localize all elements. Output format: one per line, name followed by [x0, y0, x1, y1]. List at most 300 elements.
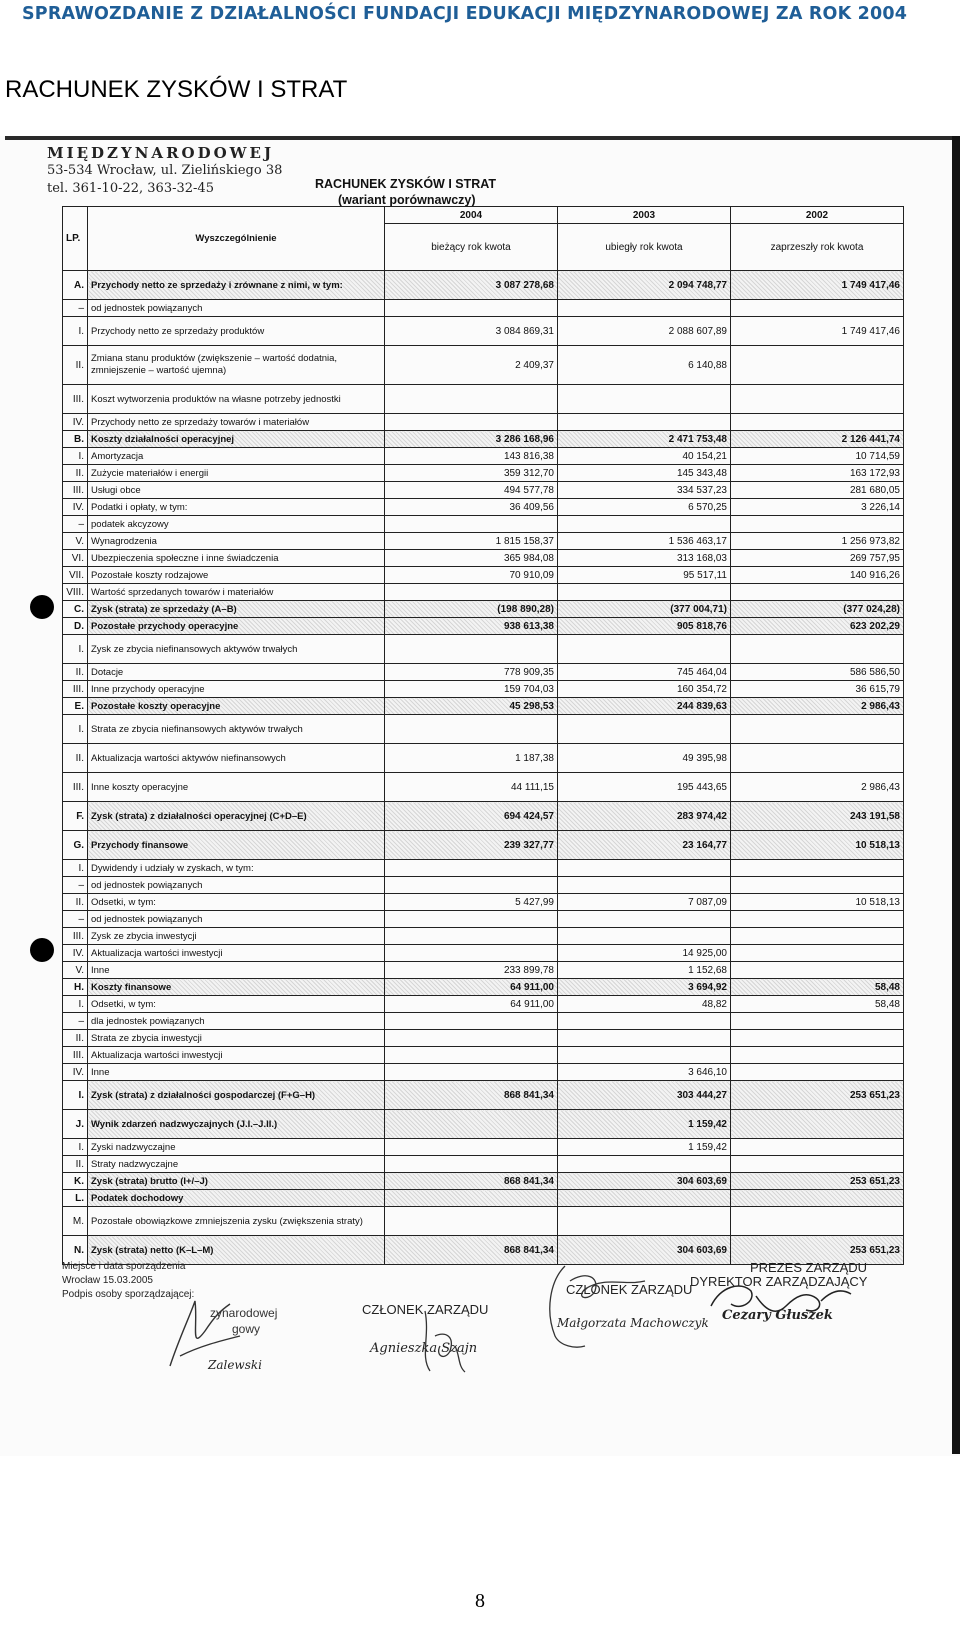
table-row [63, 1190, 904, 1207]
row-description: podatek akcyzowy [88, 516, 385, 533]
row-description: Inne [88, 1064, 385, 1081]
row-value-2004 [385, 877, 558, 894]
board-member-1-name: Agnieszka Szajn [370, 1341, 478, 1356]
row-value-2003: 303 444,27 [558, 1081, 731, 1110]
row-value-2002 [731, 911, 904, 928]
row-value-2003: 304 603,69 [558, 1173, 731, 1190]
row-lp: N. [63, 1236, 88, 1265]
row-value-2002: 269 757,95 [731, 550, 904, 567]
preparer-name: Zalewski [208, 1358, 262, 1372]
row-value-2003: 160 354,72 [558, 681, 731, 698]
row-lp: G. [63, 831, 88, 860]
row-lp: IV. [63, 945, 88, 962]
table-row [63, 635, 904, 664]
row-value-2004: 159 704,03 [385, 681, 558, 698]
row-lp: IV. [63, 1064, 88, 1081]
scanned-statement [0, 136, 960, 1456]
row-value-2002 [731, 1156, 904, 1173]
row-lp: I. [63, 996, 88, 1013]
president-signature [706, 1276, 856, 1326]
row-value-2004 [385, 385, 558, 414]
row-lp: V. [63, 962, 88, 979]
row-value-2002: 2 986,43 [731, 698, 904, 715]
row-description: Przychody finansowe [88, 831, 385, 860]
row-description: od jednostek powiązanych [88, 300, 385, 317]
table-row [63, 300, 904, 317]
table-row [63, 802, 904, 831]
row-value-2004: 494 577,78 [385, 482, 558, 499]
row-value-2004: 938 613,38 [385, 618, 558, 635]
row-value-2004 [385, 414, 558, 431]
row-value-2002: 281 680,05 [731, 482, 904, 499]
page-number: 8 [475, 1590, 485, 1612]
row-value-2002 [731, 385, 904, 414]
row-value-2004: 36 409,56 [385, 499, 558, 516]
row-value-2002 [731, 1110, 904, 1139]
table-row [63, 1156, 904, 1173]
row-description: Aktualizacja wartości inwestycji [88, 1047, 385, 1064]
row-value-2003 [558, 911, 731, 928]
table-row [63, 346, 904, 385]
row-value-2002 [731, 1190, 904, 1207]
row-description: Pozostałe koszty rodzajowe [88, 567, 385, 584]
row-description: od jednostek powiązanych [88, 911, 385, 928]
header-description: Wyszczególnienie [88, 207, 385, 271]
row-value-2004: 64 911,00 [385, 996, 558, 1013]
row-value-2002 [731, 1139, 904, 1156]
table-row [63, 877, 904, 894]
table-row [63, 482, 904, 499]
row-description: Wynik zdarzeń nadzwyczajnych (J.I.–J.II.) [88, 1110, 385, 1139]
header-year-2003: 2003 [558, 207, 731, 224]
president-title: PREZES ZARZĄDU [750, 1260, 868, 1275]
row-value-2002 [731, 945, 904, 962]
section-title: RACHUNEK ZYSKÓW I STRAT [5, 76, 348, 103]
row-description: Straty nadzwyczajne [88, 1156, 385, 1173]
row-value-2004: 2 409,37 [385, 346, 558, 385]
row-value-2004 [385, 300, 558, 317]
row-value-2003: 283 974,42 [558, 802, 731, 831]
table-row [63, 831, 904, 860]
row-value-2003: 6 140,88 [558, 346, 731, 385]
row-value-2004 [385, 1030, 558, 1047]
row-lp: F. [63, 802, 88, 831]
row-value-2004: 3 087 278,68 [385, 271, 558, 300]
row-description: Inne przychody operacyjne [88, 681, 385, 698]
row-value-2003 [558, 877, 731, 894]
row-value-2002: 140 916,26 [731, 567, 904, 584]
row-description: Wartość sprzedanych towarów i materiałów [88, 584, 385, 601]
row-lp: III. [63, 773, 88, 802]
row-description: Zysk (strata) brutto (I+/–J) [88, 1173, 385, 1190]
org-address: 53-534 Wrocław, ul. Zielińskiego 38 [47, 163, 283, 178]
header-year-2002: 2002 [731, 207, 904, 224]
row-lp: A. [63, 271, 88, 300]
row-lp: IV. [63, 414, 88, 431]
row-lp: I. [63, 448, 88, 465]
row-value-2003: 2 088 607,89 [558, 317, 731, 346]
table-row [63, 962, 904, 979]
row-description: Zyski nadzwyczajne [88, 1139, 385, 1156]
place-date: Wrocław 15.03.2005 [62, 1275, 153, 1286]
row-lp: II. [63, 465, 88, 482]
table-row [63, 1047, 904, 1064]
row-value-2003 [558, 635, 731, 664]
table-row [63, 996, 904, 1013]
row-value-2004 [385, 1110, 558, 1139]
row-value-2002: 1 256 973,82 [731, 533, 904, 550]
table-row [63, 1110, 904, 1139]
table-row [63, 516, 904, 533]
row-lp: I. [63, 1139, 88, 1156]
row-value-2002: 58,48 [731, 979, 904, 996]
row-description: Inne koszty operacyjne [88, 773, 385, 802]
row-value-2004: 778 909,35 [385, 664, 558, 681]
row-lp: III. [63, 385, 88, 414]
row-value-2004 [385, 1207, 558, 1236]
row-lp: V. [63, 533, 88, 550]
row-value-2004 [385, 911, 558, 928]
row-description: Podatek dochodowy [88, 1190, 385, 1207]
row-value-2002: 2 126 441,74 [731, 431, 904, 448]
row-value-2002: 2 986,43 [731, 773, 904, 802]
row-value-2003: 195 443,65 [558, 773, 731, 802]
row-description: Zysk ze zbycia inwestycji [88, 928, 385, 945]
row-value-2004 [385, 516, 558, 533]
row-value-2003: 2 471 753,48 [558, 431, 731, 448]
row-value-2004: 3 084 869,31 [385, 317, 558, 346]
row-value-2002 [731, 1064, 904, 1081]
row-description: od jednostek powiązanych [88, 877, 385, 894]
row-lp: – [63, 1013, 88, 1030]
row-lp: I. [63, 715, 88, 744]
row-description: Pozostałe koszty operacyjne [88, 698, 385, 715]
row-lp: III. [63, 681, 88, 698]
row-description: Przychody netto ze sprzedaży towarów i materiałów [88, 414, 385, 431]
row-value-2002: 1 749 417,46 [731, 271, 904, 300]
board-member-2-name: Małgorzata Machowczyk [557, 1316, 709, 1330]
row-lp: I. [63, 635, 88, 664]
row-lp: II. [63, 894, 88, 911]
board-member-1-signature [410, 1306, 480, 1376]
row-value-2004: 868 841,34 [385, 1173, 558, 1190]
binder-hole-bottom [30, 938, 54, 962]
row-value-2003: 145 343,48 [558, 465, 731, 482]
preparer-stamp-fragment-2: gowy [232, 1322, 261, 1336]
row-value-2003: 6 570,25 [558, 499, 731, 516]
table-row [63, 1139, 904, 1156]
row-lp: I. [63, 1081, 88, 1110]
org-phone: tel. 361-10-22, 363-32-45 [47, 181, 214, 196]
row-value-2003 [558, 1047, 731, 1064]
row-value-2002: 253 651,23 [731, 1173, 904, 1190]
row-value-2004: 5 427,99 [385, 894, 558, 911]
row-value-2004: 868 841,34 [385, 1081, 558, 1110]
row-value-2003: 304 603,69 [558, 1236, 731, 1265]
row-value-2003 [558, 928, 731, 945]
signature-label: Podpis osoby sporządzającej: [62, 1289, 195, 1300]
row-lp: M. [63, 1207, 88, 1236]
row-value-2004 [385, 715, 558, 744]
table-row [63, 271, 904, 300]
row-value-2004 [385, 584, 558, 601]
header-years-row [63, 207, 904, 224]
row-value-2004 [385, 1156, 558, 1173]
row-value-2003: 14 925,00 [558, 945, 731, 962]
row-description: Zysk (strata) z działalności gospodarczej (F+G–H) [88, 1081, 385, 1110]
row-description: Amortyzacja [88, 448, 385, 465]
table-row [63, 584, 904, 601]
row-description: Podatki i opłaty, w tym: [88, 499, 385, 516]
row-value-2003 [558, 1156, 731, 1173]
row-description: Strata ze zbycia inwestycji [88, 1030, 385, 1047]
row-value-2003: 95 517,11 [558, 567, 731, 584]
row-description: Aktualizacja wartości aktywów niefinansowych [88, 744, 385, 773]
row-value-2004 [385, 1064, 558, 1081]
row-description: Zysk (strata) z działalności operacyjnej (C+D–E) [88, 802, 385, 831]
row-value-2004: 365 984,08 [385, 550, 558, 567]
row-lp: – [63, 877, 88, 894]
row-value-2004: 868 841,34 [385, 1236, 558, 1265]
row-value-2002: 10 714,59 [731, 448, 904, 465]
row-value-2002 [731, 1047, 904, 1064]
row-value-2002 [731, 744, 904, 773]
row-lp: K. [63, 1173, 88, 1190]
table-row [63, 465, 904, 482]
row-value-2002 [731, 1207, 904, 1236]
row-value-2002: 58,48 [731, 996, 904, 1013]
row-value-2003: 334 537,23 [558, 482, 731, 499]
row-lp: – [63, 300, 88, 317]
table-row [63, 744, 904, 773]
row-value-2003 [558, 1013, 731, 1030]
row-value-2003: 1 536 463,17 [558, 533, 731, 550]
table-row [63, 448, 904, 465]
row-value-2004: 64 911,00 [385, 979, 558, 996]
table-row [63, 1030, 904, 1047]
row-description: Koszt wytworzenia produktów na własne potrzeby jednostki [88, 385, 385, 414]
table-row [63, 1081, 904, 1110]
header-current-year: bieżący rok kwota [385, 224, 558, 271]
row-value-2002: 163 172,93 [731, 465, 904, 482]
row-lp: D. [63, 618, 88, 635]
row-value-2004: (198 890,28) [385, 601, 558, 618]
row-description: Zysk (strata) ze sprzedaży (A–B) [88, 601, 385, 618]
row-description: Odsetki, w tym: [88, 996, 385, 1013]
row-lp: J. [63, 1110, 88, 1139]
row-value-2003 [558, 715, 731, 744]
row-value-2002 [731, 635, 904, 664]
row-value-2002: 3 226,14 [731, 499, 904, 516]
row-description: Dywidendy i udziały w zyskach, w tym: [88, 860, 385, 877]
row-value-2004: 694 424,57 [385, 802, 558, 831]
table-row [63, 773, 904, 802]
row-description: Usługi obce [88, 482, 385, 499]
preparer-stamp-fragment: zynarodowej [210, 1306, 278, 1320]
statement-subtitle: (wariant porównawczy) [338, 193, 476, 207]
row-description: Strata ze zbycia niefinansowych aktywów trwałych [88, 715, 385, 744]
row-lp: E. [63, 698, 88, 715]
row-value-2003: 905 818,76 [558, 618, 731, 635]
row-description: Zysk (strata) netto (K–L–M) [88, 1236, 385, 1265]
statement-title-block [315, 176, 496, 208]
table-row [63, 945, 904, 962]
row-value-2003: 23 164,77 [558, 831, 731, 860]
row-description: Aktualizacja wartości inwestycji [88, 945, 385, 962]
row-value-2004: 143 816,38 [385, 448, 558, 465]
row-value-2002 [731, 414, 904, 431]
row-value-2004 [385, 1190, 558, 1207]
table-row [63, 911, 904, 928]
row-description: Zysk ze zbycia niefinansowych aktywów trwałych [88, 635, 385, 664]
table-row [63, 1013, 904, 1030]
table-row [63, 1207, 904, 1236]
row-description: Pozostałe przychody operacyjne [88, 618, 385, 635]
row-value-2004: 239 327,77 [385, 831, 558, 860]
row-value-2003: (377 004,71) [558, 601, 731, 618]
managing-director-title: DYREKTOR ZARZĄDZAJĄCY [690, 1274, 868, 1289]
row-lp: VIII. [63, 584, 88, 601]
org-name: MIĘDZYNARODOWEJ [47, 144, 275, 162]
row-lp: I. [63, 860, 88, 877]
row-value-2003 [558, 385, 731, 414]
report-header: SPRAWOZDANIE Z DZIAŁALNOŚCI FUNDACJI EDUKACJI MIĘDZYNARODOWEJ ZA ROK 2004 [22, 4, 908, 24]
row-description: Przychody netto ze sprzedaży produktów [88, 317, 385, 346]
row-value-2003 [558, 300, 731, 317]
row-lp: B. [63, 431, 88, 448]
row-description: Zmiana stanu produktów (zwiększenie – wartość dodatnia, zmniejszenie – wartość ujemna) [88, 346, 385, 385]
row-value-2003 [558, 1207, 731, 1236]
row-value-2002 [731, 715, 904, 744]
row-value-2002 [731, 516, 904, 533]
table-row [63, 567, 904, 584]
row-lp: VI. [63, 550, 88, 567]
board-member-2-title: CZŁONEK ZARZĄDU [566, 1282, 693, 1297]
row-value-2003: 313 168,03 [558, 550, 731, 567]
table-row [63, 431, 904, 448]
row-value-2003 [558, 414, 731, 431]
row-value-2003: 1 159,42 [558, 1110, 731, 1139]
board-member-2-signature [545, 1261, 695, 1351]
preparer-signature [160, 1296, 250, 1376]
row-value-2004 [385, 945, 558, 962]
row-value-2002 [731, 877, 904, 894]
table-row [63, 317, 904, 346]
row-value-2002: 253 651,23 [731, 1236, 904, 1265]
table-row [63, 385, 904, 414]
table-row [63, 979, 904, 996]
row-value-2002: 10 518,13 [731, 831, 904, 860]
row-value-2002 [731, 860, 904, 877]
row-value-2003: 7 087,09 [558, 894, 731, 911]
row-lp: II. [63, 1030, 88, 1047]
row-description: Wynagrodzenia [88, 533, 385, 550]
organization-stamp [47, 144, 282, 198]
row-value-2002 [731, 928, 904, 945]
row-description: Inne [88, 962, 385, 979]
row-value-2002 [731, 584, 904, 601]
board-member-1-title: CZŁONEK ZARZĄDU [362, 1302, 489, 1317]
row-value-2003: 2 094 748,77 [558, 271, 731, 300]
row-lp: II. [63, 1156, 88, 1173]
row-lp: L. [63, 1190, 88, 1207]
row-description: dla jednostek powiązanych [88, 1013, 385, 1030]
row-lp: I. [63, 317, 88, 346]
row-value-2002: 623 202,29 [731, 618, 904, 635]
row-value-2004: 1 815 158,37 [385, 533, 558, 550]
scan-right-edge [952, 136, 960, 1454]
table-row [63, 550, 904, 567]
row-description: Dotacje [88, 664, 385, 681]
row-value-2004 [385, 1013, 558, 1030]
row-value-2002 [731, 1030, 904, 1047]
table-row [63, 414, 904, 431]
table-row [63, 499, 904, 516]
row-value-2002 [731, 962, 904, 979]
row-lp: II. [63, 346, 88, 385]
table-row [63, 1064, 904, 1081]
row-lp: C. [63, 601, 88, 618]
row-value-2002: 253 651,23 [731, 1081, 904, 1110]
table-row [63, 928, 904, 945]
row-value-2004: 359 312,70 [385, 465, 558, 482]
row-description: Odsetki, w tym: [88, 894, 385, 911]
row-description: Pozostałe obowiązkowe zmniejszenia zysku (zwiększenia straty) [88, 1207, 385, 1236]
row-value-2003 [558, 1190, 731, 1207]
header-year-before-previous: zaprzeszły rok kwota [731, 224, 904, 271]
row-value-2003 [558, 860, 731, 877]
place-date-label: Miejsce i data sporządzenia [62, 1261, 186, 1272]
row-value-2003: 48,82 [558, 996, 731, 1013]
table-row [63, 860, 904, 877]
row-value-2003 [558, 584, 731, 601]
table-row [63, 894, 904, 911]
row-value-2002: 36 615,79 [731, 681, 904, 698]
row-value-2004: 70 910,09 [385, 567, 558, 584]
row-value-2004 [385, 635, 558, 664]
row-value-2002 [731, 1013, 904, 1030]
row-description: Przychody netto ze sprzedaży i zrównane z nimi, w tym: [88, 271, 385, 300]
table-row [63, 681, 904, 698]
row-value-2002: 243 191,58 [731, 802, 904, 831]
row-description: Koszty działalności operacyjnej [88, 431, 385, 448]
row-value-2003: 49 395,98 [558, 744, 731, 773]
row-value-2002: 586 586,50 [731, 664, 904, 681]
row-value-2003 [558, 1030, 731, 1047]
row-lp: VII. [63, 567, 88, 584]
row-value-2002: 1 749 417,46 [731, 317, 904, 346]
table-row [63, 1173, 904, 1190]
row-value-2004 [385, 1047, 558, 1064]
row-value-2003: 3 646,10 [558, 1064, 731, 1081]
row-value-2003: 1 152,68 [558, 962, 731, 979]
row-description: Zużycie materiałów i energii [88, 465, 385, 482]
row-value-2003: 244 839,63 [558, 698, 731, 715]
table-row [63, 664, 904, 681]
header-previous-year: ubiegły rok kwota [558, 224, 731, 271]
row-lp: H. [63, 979, 88, 996]
row-value-2003: 40 154,21 [558, 448, 731, 465]
row-value-2003: 745 464,04 [558, 664, 731, 681]
row-lp: – [63, 516, 88, 533]
table-row [63, 698, 904, 715]
binder-hole-top [30, 595, 54, 619]
row-lp: IV. [63, 499, 88, 516]
row-lp: – [63, 911, 88, 928]
row-value-2002 [731, 300, 904, 317]
row-value-2003: 1 159,42 [558, 1139, 731, 1156]
row-value-2003: 3 694,92 [558, 979, 731, 996]
